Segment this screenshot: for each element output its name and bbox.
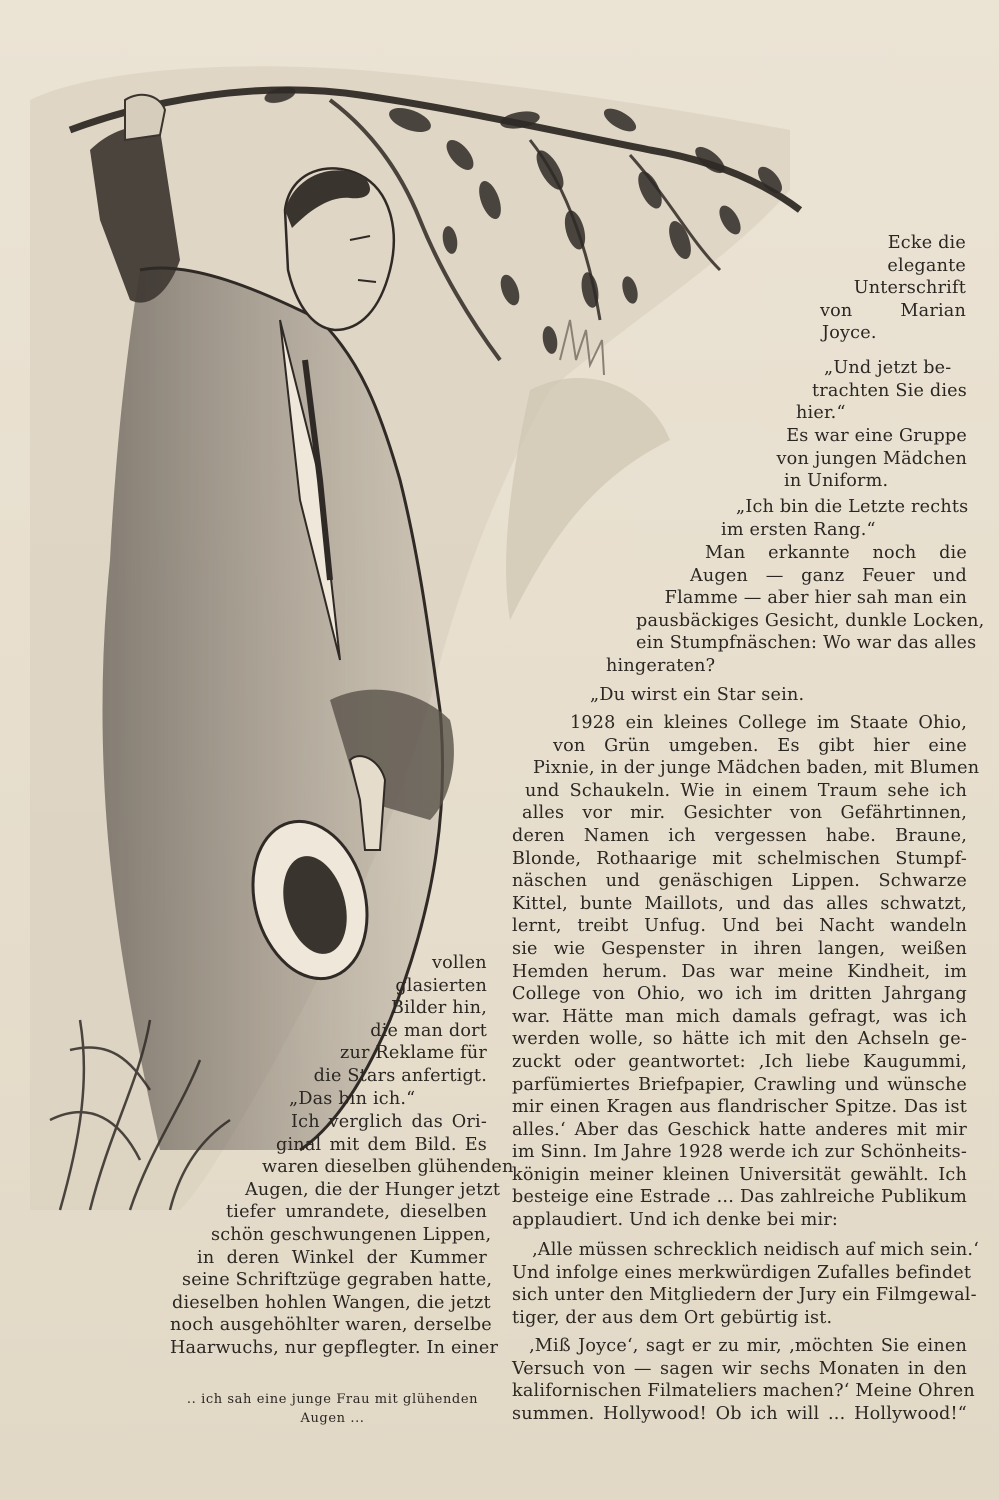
- right-para-9: [512, 1335, 975, 1425]
- right-para-6: [590, 684, 890, 707]
- text-line: Versuch von — sagen wir sechs Monaten in den: [512, 1358, 967, 1379]
- text-line: sich unter den Mitgliedern der Jury ein Filmgewal-: [512, 1285, 977, 1306]
- text-line: vollen: [432, 953, 487, 973]
- text-line: Ecke die: [887, 233, 966, 253]
- text-line: tiger, der aus dem Ort gebürtig ist.: [512, 1307, 833, 1328]
- text-line: Pixnie, in der junge Mädchen baden, mit Blumen: [533, 758, 980, 779]
- caption-line: .. ich sah eine junge Frau mit glühenden: [186, 1392, 479, 1407]
- text-line: lernt, treibt Unfug. Und bei Nacht wandeln: [512, 916, 967, 937]
- text-line: zuckt oder geantwortet: ‚Ich liebe Kaugummi,: [512, 1051, 967, 1072]
- text-line: deren Namen ich vergessen habe. Braune,: [512, 825, 967, 846]
- text-line: Augen — ganz Feuer und: [690, 565, 967, 586]
- text-line: summen. Hollywood! Ob ich will ... Hollywood!“: [512, 1403, 967, 1424]
- text-line: und Schaukeln. Wie in einem Traum sehe ich: [525, 780, 967, 801]
- text-line: schön geschwungenen Lippen,: [211, 1224, 492, 1245]
- text-line: Bilder hin,: [391, 998, 487, 1019]
- text-line: Augen, die der Hunger jetzt: [245, 1179, 501, 1200]
- text-line: dieselben hohlen Wangen, die jetzt: [172, 1292, 491, 1313]
- right-para-5: [606, 542, 985, 678]
- text-line: glasierten: [395, 975, 487, 996]
- text-line: Unterschrift: [853, 278, 966, 299]
- text-line: war. Hätte man mich damals gefragt, was ich: [512, 1006, 967, 1027]
- text-line: Hemden herum. Das war meine Kindheit, im: [512, 961, 967, 982]
- text-line: die man dort: [370, 1020, 487, 1041]
- text-line: pausbäckiges Gesicht, dunkle Locken,: [636, 610, 985, 631]
- text-line: noch ausgehöhlter waren, derselbe: [170, 1315, 492, 1336]
- text-line: im Sinn. Im Jahre 1928 werde ich zur Schönheits-: [512, 1142, 967, 1163]
- text-line: Es war eine Gruppe: [786, 426, 967, 446]
- text-line: hier.“: [796, 403, 846, 424]
- text-line: ‚Alle müssen schrecklich neidisch auf mich sein.‘: [532, 1240, 980, 1260]
- text-line: Und infolge eines merkwürdigen Zufalles befindet: [512, 1262, 972, 1283]
- text-line: „Ich bin die Letzte rechts: [736, 497, 969, 517]
- text-line: sie wie Gespenster in ihren langen, weißen: [512, 938, 967, 959]
- text-line: „Das bin ich.“: [289, 1089, 416, 1109]
- text-line: applaudiert. Und ich denke bei mir:: [512, 1210, 839, 1231]
- text-line: in deren Winkel der Kummer: [197, 1247, 487, 1268]
- text-line: hingeraten?: [606, 655, 716, 676]
- right-para-7: [512, 712, 980, 1232]
- text-line: Kittel, bunte Maillots, und das alles schwatzt,: [512, 893, 967, 914]
- illustration-caption: [160, 1390, 505, 1428]
- text-line: trachten Sie dies: [812, 380, 967, 401]
- text-line: im ersten Rang.“: [721, 519, 876, 540]
- text-line: besteige eine Estrade ... Das zahlreiche Publikum: [512, 1187, 967, 1208]
- text-line: mir einen Kragen aus flandrischer Spitze. Das ist: [512, 1097, 967, 1118]
- text-line: College von Ohio, wo ich im dritten Jahrgang: [512, 984, 967, 1005]
- caption-line: Augen ...: [300, 1411, 365, 1426]
- left-para-2: [170, 1088, 487, 1111]
- text-line: von Grün umgeben. Es gibt hier eine: [553, 735, 967, 756]
- left-para-1: [170, 952, 487, 1088]
- text-line: alles.‘ Aber das Geschick hatte anderes mit mir: [512, 1119, 967, 1140]
- right-para-1: [800, 232, 966, 345]
- right-para-4: [717, 496, 967, 541]
- text-line: Flamme — aber hier sah man ein: [664, 588, 967, 609]
- text-line: waren dieselben glühenden: [262, 1157, 514, 1178]
- text-line: Haarwuchs, nur gepflegter. In einer: [170, 1337, 499, 1358]
- text-line: alles vor mir. Gesichter von Gefährtinnen,: [522, 803, 967, 824]
- right-para-2: [782, 357, 967, 425]
- left-para-3: [170, 1111, 514, 1360]
- text-line: von jungen Mädchen: [776, 448, 967, 469]
- text-line: königin meiner kleinen Universität gewählt. Ich: [512, 1164, 967, 1185]
- text-line: Man erkannte noch die: [705, 543, 967, 563]
- right-para-3: [770, 425, 967, 493]
- text-line: seine Schriftzüge gegraben hatte,: [182, 1270, 493, 1291]
- text-line: „Du wirst ein Star sein.: [590, 685, 805, 705]
- text-line: Joyce.: [822, 323, 877, 344]
- text-line: 1928 ein kleines College im Staate Ohio,: [570, 713, 967, 733]
- text-line: ‚Miß Joyce‘, sagt er zu mir, ‚möchten Sie einen: [529, 1336, 967, 1356]
- text-line: Ich verglich das Ori-: [291, 1112, 487, 1132]
- text-line: in Uniform.: [784, 471, 889, 492]
- text-line: parfümiertes Briefpapier, Crawling und wünsche: [512, 1074, 967, 1095]
- text-line: werden wolle, so hätte ich mit den Achseln ge-: [512, 1029, 967, 1050]
- text-line: die Stars anfertigt.: [313, 1065, 487, 1086]
- text-line: näschen und genäschigen Lippen. Schwarze: [512, 871, 967, 892]
- text-line: tiefer umrandete, dieselben: [226, 1202, 487, 1223]
- text-line: von Marian: [820, 300, 966, 321]
- text-line: kalifornischen Filmateliers machen?‘ Meine Ohren: [512, 1381, 975, 1402]
- text-line: ein Stumpfnäschen: Wo war das alles: [636, 633, 977, 654]
- text-line: elegante: [887, 255, 966, 276]
- text-line: ginal mit dem Bild. Es: [276, 1134, 487, 1155]
- right-para-8: [512, 1239, 980, 1329]
- text-line: „Und jetzt be-: [824, 358, 952, 378]
- text-line: Blonde, Rothaarige mit schelmischen Stumpf-: [512, 848, 967, 869]
- text-line: zur Reklame für: [340, 1043, 487, 1064]
